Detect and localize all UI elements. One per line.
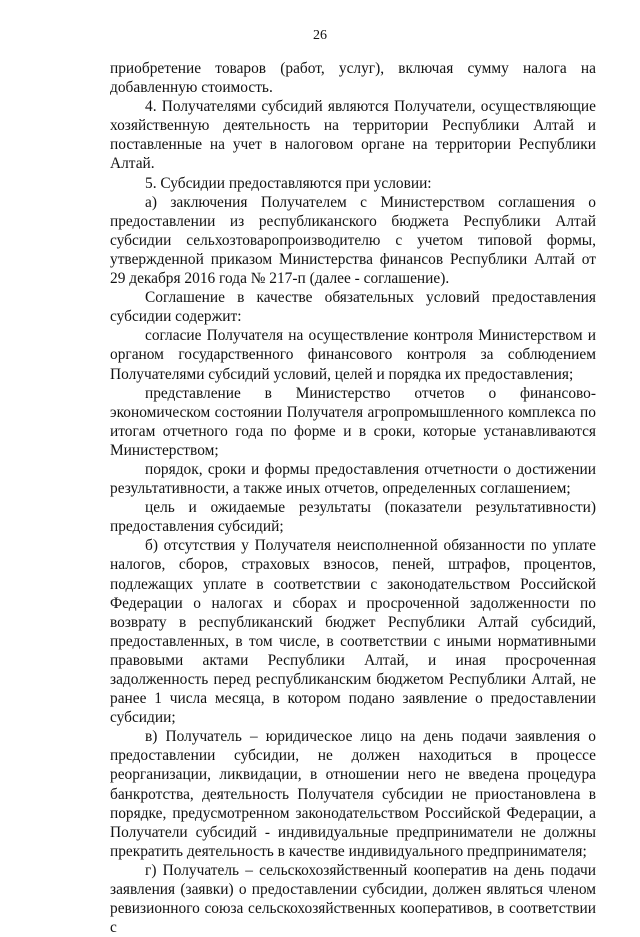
paragraph-goals-results: цель и ожидаемые результаты (показатели результативности) предоставления субсидий; (110, 499, 596, 536)
paragraph-condition-b-no-debts: б) отсутствия у Получателя неисполненной обязанности по уплате налогов, сборов, страховых взносов, пеней, штрафов, процентов, подлежащих уплате в соответствии с законодательством Российской Федерации о налогах и сборах и просроченной задолженности по возврату в республиканский бюджет Республики Алтай субсидий, предоставленных, в том числе, в соответствии с иными нормативными правовыми актами Республики Алтай, и иная просроченная задолженность перед республиканским бюджетом Республики Алтай, не ранее 1 числа месяца, в котором подано заявление о предоставлении субсидии; (110, 537, 596, 727)
document-body (110, 59, 596, 937)
paragraph-item-5-conditions: 5. Субсидии предоставляются при условии: (145, 174, 432, 192)
paragraph-agreement-contents: Соглашение в качестве обязательных условий предоставления субсидии содержит: (110, 289, 596, 326)
paragraph-control-consent: согласие Получателя на осуществление контроля Министерством и органом государственного финансового контроля за соблюдением Получателями субсидий условий, целей и порядка их предоставления; (110, 327, 596, 383)
paragraph-condition-g-cooperative: г) Получатель – сельскохозяйственный кооператив на день подачи заявления (заявки) о предоставлении субсидии, должен являться членом ревизионного союза сельскохозяйственных кооперативов, в соответствии с (110, 861, 596, 937)
paragraph-item-4-recipients: 4. Получателями субсидий являются Получатели, осуществляющие хозяйственную деятельность на территории Республики Алтай и поставленные на учет в налоговом органе на территории Республики Алтай. (110, 98, 596, 173)
paragraph-condition-v-legal-entity: в) Получатель – юридическое лицо на день подачи заявления о предоставлении субсидии, не должен находиться в процессе реорганизации, ликвидации, в отношении него не введена процедура банкротства, деятельность Получателя субсидии не приостановлена в порядке, предусмотренном законодательством Российской Федерации, а Получатели субсидий - индивидуальные предприниматели не должны прекратить деятельность в качестве индивидуального предпринимателя; (110, 728, 596, 860)
paragraph-reporting-procedure: порядок, сроки и формы предоставления отчетности о достижении результативности, а также иных отчетов, определенных соглашением; (110, 460, 596, 498)
paragraph-condition-a-agreement: а) заключения Получателем с Министерством соглашения о предоставлении из республиканского бюджета Республики Алтай субсидии сельхозтоваропроизводителю с учетом типовой формы, утвержденной приказом Министерства финансов Республики Алтай от 29 декабря 2016 года № 217-п (далее - соглашение). (110, 193, 596, 288)
paragraph-vat-continuation: приобретение товаров (работ, услуг), включая сумму налога на добавленную стоимость. (110, 60, 596, 97)
page-number: 26 (313, 28, 327, 43)
paragraph-financial-reports: представление в Министерство отчетов о финансово-экономическом состоянии Получателя агропромышленного комплекса по итогам отчетного года по форме и в сроки, которые устанавливаются Министерством; (110, 384, 596, 459)
